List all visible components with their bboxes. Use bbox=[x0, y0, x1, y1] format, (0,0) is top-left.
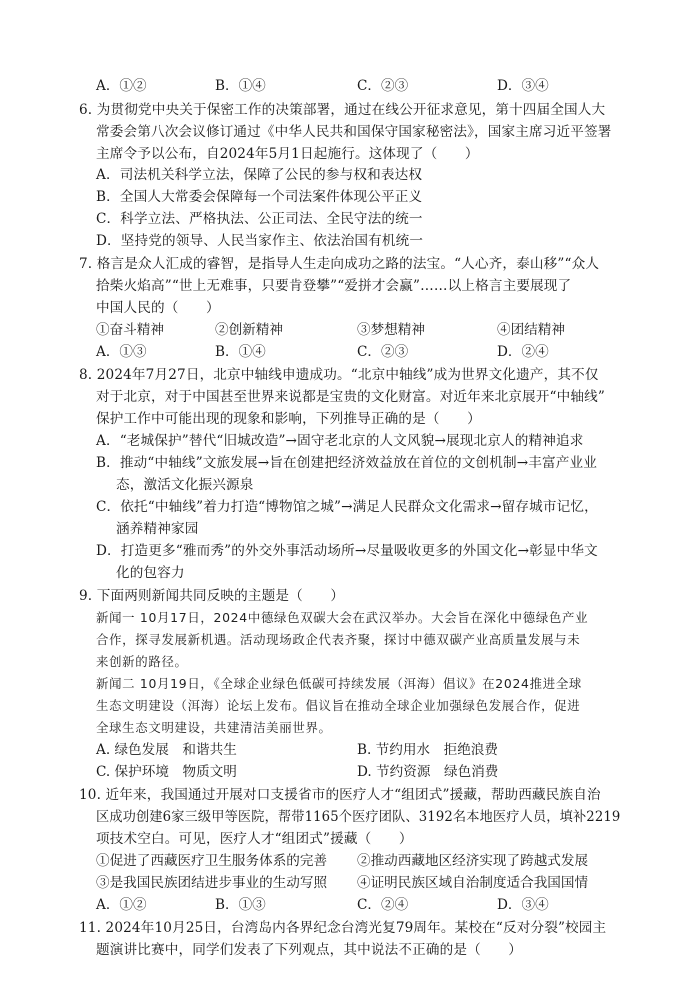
q8-option-d-cont: 化的包容力 bbox=[116, 565, 185, 581]
q10-item-4: ④证明民族区域自治制度适合我国国情 bbox=[357, 875, 589, 891]
q11-stem-line: 11. 2024年10月25日，台湾岛内各界纪念台湾光复79周年。某校在“反对分裂”校园主 bbox=[79, 920, 607, 936]
q7-item-1: ①奋斗精神 bbox=[96, 322, 164, 338]
q7-option-a: A．①③ bbox=[96, 344, 147, 360]
q9-stem-line: 9. 下面两则新闻共同反映的主题是（ ） bbox=[79, 588, 345, 604]
q6-stem-line: 6. 为贯彻党中央关于保密工作的决策部署，通过在线公开征求意见，第十四届全国人大 bbox=[79, 102, 606, 118]
q9-news-line: 全球生态文明建设，共建清洁美丽世界。 bbox=[96, 720, 332, 735]
q7-stem-line: 拾柴火焰高”“世上无难事，只要肯登攀”“爱拼才会赢”……以上格言主要展现了 bbox=[96, 278, 572, 294]
q8-option-d: D．打造更多“雅而秀”的外交外事活动场所→尽量吸收更多的外国文化→彰显中华文 bbox=[96, 543, 598, 559]
q9-option-d: D. 节约资源 绿色消费 bbox=[357, 764, 499, 780]
q8-option-c: C．依托“中轴线”着力打造“博物馆之城”→满足人民群众文化需求→留存城市记忆， bbox=[96, 499, 598, 515]
q5-option-b: B．①④ bbox=[215, 78, 266, 94]
q8-option-b-cont: 态，激活文化振兴源泉 bbox=[116, 477, 254, 493]
q7-item-2: ②创新精神 bbox=[215, 322, 283, 338]
q5-option-c: C．②③ bbox=[357, 78, 409, 94]
q10-item-1: ①促进了西藏医疗卫生服务体系的完善 bbox=[96, 853, 328, 869]
q6-option-b: B．全国人大常委会保障每一个司法案件体现公平正义 bbox=[96, 189, 423, 205]
q9-news-line: 新闻二 10月19日，《全球企业绿色低碳可持续发展（洱海）倡议》在2024推进全球 bbox=[96, 676, 583, 691]
q8-stem-line: 8. 2024年7月27日，北京中轴线申遗成功。“北京中轴线”成为世界文化遗产，其不仅 bbox=[79, 367, 599, 383]
q8-stem-line: 保护工作中可能出现的现象和影响，下列推导正确的是（ ） bbox=[96, 411, 481, 427]
q10-stem-line: 区成功创建6家三级甲等医院，帮带1165个医疗团队、3192名本地医疗人员，填补2219 bbox=[96, 809, 621, 825]
q7-item-3: ③梦想精神 bbox=[357, 322, 425, 338]
q5-option-d: D．③④ bbox=[497, 78, 549, 94]
q7-item-4: ④团结精神 bbox=[497, 322, 565, 338]
q6-option-a: A．司法机关科学立法，保障了公民的参与权和表达权 bbox=[96, 167, 423, 183]
q10-option-b: B．①③ bbox=[215, 897, 266, 913]
q10-item-3: ③是我国民族团结进步事业的生动写照 bbox=[96, 875, 328, 891]
q6-option-d: D．坚持党的领导、人民当家作主、依法治国有机统一 bbox=[96, 233, 424, 249]
q10-stem-line: 项技术空白。可见，医疗人才“组团式”援藏（ ） bbox=[96, 831, 413, 847]
q10-option-c: C．②④ bbox=[357, 897, 409, 913]
q7-option-d: D．②④ bbox=[497, 344, 549, 360]
q9-news-line: 合作，探寻发展新机遇。活动现场政企代表齐聚，探讨中德双碳产业高质量发展与未 bbox=[96, 632, 581, 647]
q11-stem-line: 题演讲比赛中，同学们发表了下列观点，其中说法不正确的是（ ） bbox=[96, 942, 523, 958]
q6-stem-line: 主席令予以公布，自2024年5月1日起施行。这体现了（ ） bbox=[96, 146, 479, 162]
q9-option-b: B. 节约用水 拒绝浪费 bbox=[357, 742, 498, 758]
q9-news-line: 来创新的路径。 bbox=[96, 654, 188, 669]
q9-news-line: 生态文明建设（洱海）论坛上发布。倡议旨在推动全球企业加强绿色发展合作，促进 bbox=[96, 698, 581, 713]
q7-option-b: B．①④ bbox=[215, 344, 266, 360]
q6-stem-line: 常委会第八次会议修订通过《中华人民共和国保守国家秘密法》，国家主席习近平签署 bbox=[96, 124, 612, 140]
q8-stem-line: 对于北京，对于中国甚至世界来说都是宝贵的文化财富。对近年来北京展开“中轴线” bbox=[96, 389, 605, 405]
q10-option-d: D．③④ bbox=[497, 897, 549, 913]
q9-option-c: C. 保护环境 物质文明 bbox=[96, 764, 237, 780]
q8-option-b: B．推动“中轴线”文旅发展→旨在创建把经济效益放在首位的文创机制→丰富产业业 bbox=[96, 455, 597, 471]
q7-stem-line: 中国人民的（ ） bbox=[96, 300, 220, 316]
q10-option-a: A．①② bbox=[96, 897, 147, 913]
q7-option-c: C．②③ bbox=[357, 344, 409, 360]
q9-news-line: 新闻一 10月17日，2024中德绿色双碳大会在武汉举办。大会旨在深化中德绿色产业 bbox=[96, 610, 589, 625]
q8-option-c-cont: 涵养精神家园 bbox=[116, 521, 199, 537]
q10-item-2: ②推动西藏地区经济实现了跨越式发展 bbox=[357, 853, 589, 869]
q7-stem-line: 7. 格言是众人汇成的睿智，是指导人生走向成功之路的法宝。“人心齐，泰山移”“众人 bbox=[79, 256, 600, 272]
q9-option-a: A. 绿色发展 和谐共生 bbox=[96, 742, 237, 758]
q6-option-c: C．科学立法、严格执法、公正司法、全民守法的统一 bbox=[96, 211, 423, 227]
q10-stem-line: 10. 近年来，我国通过开展对口支援省市的医疗人才“组团式”援藏，帮助西藏民族自治 bbox=[79, 787, 601, 803]
q8-option-a: A．“老城保护”替代“旧城改造”→固守老北京的人文风貌→展现北京人的精神追求 bbox=[96, 433, 584, 449]
q5-option-a: A．①② bbox=[96, 78, 147, 94]
